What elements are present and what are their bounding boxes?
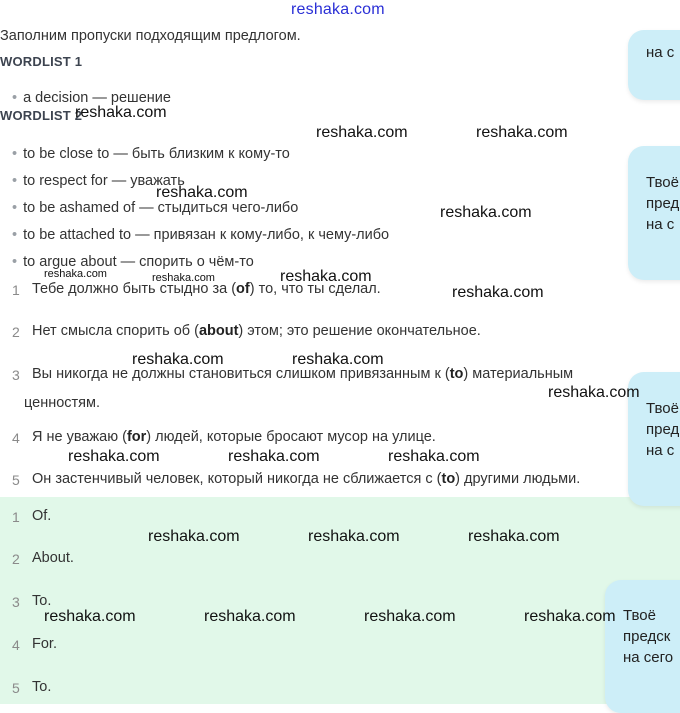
wordlist-1-title: WORDLIST 1 bbox=[0, 54, 83, 69]
watermark: reshaka.com bbox=[148, 528, 240, 545]
promo-card-text: на с bbox=[646, 44, 675, 61]
watermark: reshaka.com bbox=[280, 268, 372, 285]
wordlist-2-title: WORDLIST 2 bbox=[0, 108, 83, 123]
sentence-number: 3 bbox=[12, 367, 20, 383]
watermark: reshaka.com bbox=[68, 448, 160, 465]
promo-card-line: на сего bbox=[623, 649, 674, 666]
watermark: reshaka.com bbox=[476, 124, 568, 141]
answer-number: 2 bbox=[12, 551, 20, 567]
answer-number: 4 bbox=[12, 637, 20, 653]
wordlist-2-item: • to be ashamed of — стыдиться чего-либо bbox=[12, 200, 299, 216]
promo-card-line: предск bbox=[623, 628, 671, 645]
sentence-number: 4 bbox=[12, 430, 20, 446]
answer-number: 1 bbox=[12, 509, 20, 525]
wordlist-2-item: • to be close to — быть близким к кому-то bbox=[12, 146, 290, 162]
wordlist-2-item: • to argue about — спорить о чём-то bbox=[12, 254, 254, 270]
watermark: reshaka.com bbox=[152, 272, 215, 284]
sentence-text: Он застенчивый человек, который никогда не сближается с (to) другими людьми. bbox=[32, 471, 581, 487]
watermark: reshaka.com bbox=[452, 284, 544, 301]
sentence-number: 2 bbox=[12, 324, 20, 340]
sentence-text: Я не уважаю (for) людей, которые бросают мусор на улице. bbox=[32, 429, 436, 445]
answer-text: Of. bbox=[32, 508, 52, 524]
watermark: reshaka.com bbox=[388, 448, 480, 465]
promo-card-line: Твоё bbox=[623, 607, 656, 624]
promo-card-line: пред bbox=[646, 195, 680, 212]
promo-card-line: на с bbox=[646, 442, 675, 459]
watermark: reshaka.com bbox=[204, 608, 296, 625]
watermark: reshaka.com bbox=[292, 351, 384, 368]
sentence-text: Вы никогда не должны становиться слишком привязанным к (to) материальным bbox=[32, 366, 574, 382]
sentence-text-continued: ценностям. bbox=[24, 395, 101, 411]
watermark: reshaka.com bbox=[132, 351, 224, 368]
promo-card-line: пред bbox=[646, 421, 680, 438]
answer-text: About. bbox=[32, 550, 74, 566]
watermark: reshaka.com bbox=[44, 608, 136, 625]
watermark: reshaka.com bbox=[524, 608, 616, 625]
watermark: reshaka.com bbox=[308, 528, 400, 545]
sentence-number: 5 bbox=[12, 472, 20, 488]
answer-text: To. bbox=[32, 679, 52, 695]
watermark: reshaka.com bbox=[44, 268, 107, 280]
watermark: reshaka.com bbox=[440, 204, 532, 221]
sentence-number: 1 bbox=[12, 282, 20, 298]
watermark: reshaka.com bbox=[364, 608, 456, 625]
site-link[interactable]: reshaka.com bbox=[291, 1, 385, 18]
promo-card[interactable] bbox=[628, 146, 680, 280]
watermark: reshaka.com bbox=[316, 124, 408, 141]
answer-number: 3 bbox=[12, 594, 20, 610]
watermark: reshaka.com bbox=[228, 448, 320, 465]
watermark: reshaka.com bbox=[156, 184, 248, 201]
sentence-text: Тебе должно быть стыдно за (of) то, что ты сделал. bbox=[32, 281, 381, 297]
answer-number: 5 bbox=[12, 680, 20, 696]
bullet-icon: • bbox=[12, 227, 18, 243]
promo-card-line: на с bbox=[646, 216, 675, 233]
bullet-icon: • bbox=[12, 200, 18, 216]
answer-text: To. bbox=[32, 593, 52, 609]
bullet-icon: • bbox=[12, 146, 18, 162]
wordlist-1-item: • a decision — решение bbox=[12, 90, 171, 106]
watermark: reshaka.com bbox=[468, 528, 560, 545]
wordlist-2-item: • to respect for — уважать bbox=[12, 173, 185, 189]
bullet-icon: • bbox=[12, 173, 18, 189]
task-text: Заполним пропуски подходящим предлогом. bbox=[0, 28, 301, 44]
answer-text: For. bbox=[32, 636, 57, 652]
promo-card[interactable] bbox=[628, 30, 680, 100]
wordlist-2-item: • to be attached to — привязан к кому-либо, к чему-либо bbox=[12, 227, 390, 243]
watermark: reshaka.com bbox=[75, 104, 167, 121]
promo-card-line: Твоё bbox=[646, 174, 679, 191]
promo-card[interactable] bbox=[605, 580, 680, 713]
watermark: reshaka.com bbox=[548, 384, 640, 401]
sentence-text: Нет смысла спорить об (about) этом; это решение окончательное. bbox=[32, 323, 481, 339]
bullet-icon: • bbox=[12, 90, 18, 106]
bullet-icon: • bbox=[12, 254, 18, 270]
promo-card-line: Твоё bbox=[646, 400, 679, 417]
